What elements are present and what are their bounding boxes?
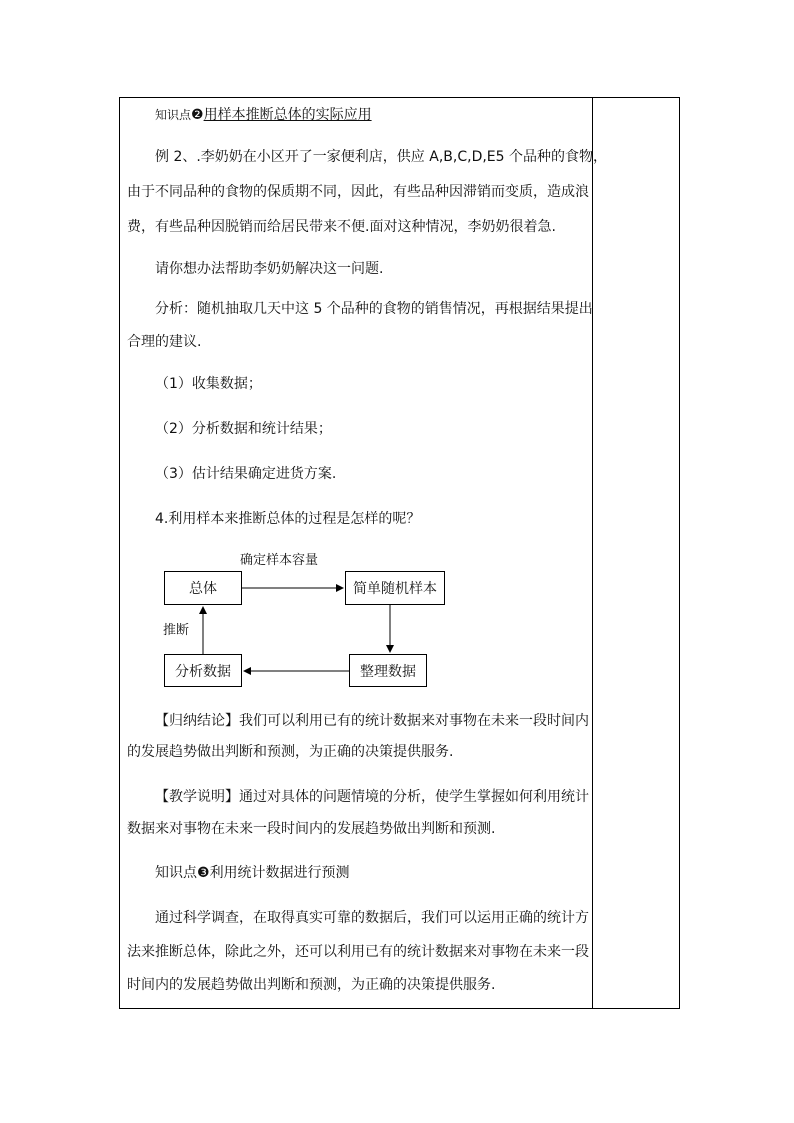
analysis-line-1: 分析：随机抽取几天中这 5 个品种的食物的销售情况，再根据结果提出 — [155, 301, 593, 317]
conclusion-text: 我们可以利用已有的统计数据来对事物在未来一段时间内 — [239, 713, 589, 729]
teaching-text: 通过对具体的问题情境的分析，使学生掌握如何利用统计 — [239, 789, 589, 805]
section-prefix: 知识点 — [155, 108, 192, 122]
conclusion-line-1 — [155, 706, 615, 736]
example-line-3: 费，有些品种因脱销而给居民带来不便.面对这种情况，李奶奶很着急. — [127, 219, 556, 235]
infer-label: 推断 — [163, 623, 190, 638]
final-line-3: 时间内的发展趋势做出判断和预测，为正确的决策提供服务. — [127, 977, 496, 993]
conclusion-tag: 【归纳结论】 — [155, 713, 239, 729]
section-bullet: ❷ — [191, 107, 204, 123]
sample-size-label: 确定样本容量 — [240, 553, 319, 568]
question-4: 4.利用样本来推断总体的过程是怎样的呢？ — [155, 511, 421, 527]
section-title: 利用统计数据进行预测 — [209, 865, 350, 881]
section-bullet: ❸ — [197, 865, 210, 881]
conclusion-line-2: 的发展趋势做出判断和预测，为正确的决策提供服务. — [127, 744, 454, 760]
step-2: （2）分析数据和统计结果； — [155, 421, 332, 437]
section-title: 用样本推断总体的实际应用 — [203, 107, 372, 123]
box-population: 总体 — [164, 571, 242, 605]
example-line-1: 例 2、.李奶奶在小区开了一家便利店，供应 A,B,C,D,E5 个品种的食物， — [155, 149, 607, 165]
example-line-2: 由于不同品种的食物的保质期不同，因此，有些品种因滞销而变质，造成浪 — [127, 184, 589, 200]
question-text: 请你想办法帮助李奶奶解决这一问题. — [155, 261, 384, 277]
teaching-line-2: 数据来对事物在未来一段时间内的发展趋势做出判断和预测. — [127, 821, 496, 837]
step-3: （3）估计结果确定进货方案. — [155, 466, 337, 482]
box-analyze-data: 分析数据 — [164, 654, 242, 687]
box-simple-random-sample: 简单随机样本 — [345, 571, 445, 605]
final-line-2: 法来推断总体，除此之外，还可以利用已有的统计数据来对事物在未来一段 — [127, 944, 589, 960]
section-prefix: 知识点 — [155, 865, 197, 881]
teaching-tag: 【教学说明】 — [155, 789, 239, 805]
step-1: （1）收集数据； — [155, 376, 262, 392]
final-line-1: 通过科学调查，在取得真实可靠的数据后，我们可以运用正确的统计方 — [155, 910, 589, 926]
box-organize-data: 整理数据 — [349, 654, 427, 687]
teaching-line-1 — [155, 782, 615, 812]
analysis-line-2: 合理的建议. — [127, 334, 202, 350]
section-3-heading — [155, 858, 615, 888]
